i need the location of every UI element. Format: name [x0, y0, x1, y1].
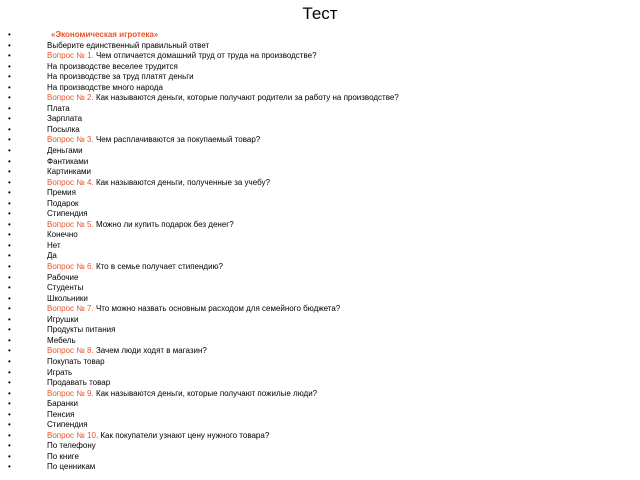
bullet-icon: •: [8, 82, 11, 92]
question-text: Зачем люди ходят в магазин?: [93, 346, 207, 356]
bullet-icon: •: [8, 335, 11, 345]
question-text: Как называются деньги, которые получают родители за работу на производстве?: [93, 93, 399, 103]
line-text: По телефону: [47, 441, 96, 451]
bullet-icon: •: [8, 51, 11, 61]
bullet-icon: •: [8, 124, 11, 134]
answer-line: [8, 273, 628, 284]
line-text: Студенты: [47, 283, 84, 293]
bullet-icon: •: [8, 103, 11, 113]
answer-line: [8, 146, 628, 157]
bullet-icon: •: [8, 156, 11, 166]
bullet-icon: •: [8, 135, 11, 145]
answer-line: [8, 41, 628, 52]
question-number: Вопрос № 1.: [47, 51, 94, 61]
bullet-icon: •: [8, 272, 11, 282]
answer-line: [8, 462, 628, 473]
answer-line: [8, 452, 628, 463]
line-text: Баранки: [47, 399, 78, 409]
question-line: [8, 389, 628, 400]
answer-line: [8, 378, 628, 389]
answer-line: [8, 125, 628, 136]
question-text: Как называются деньги, которые получают пожилые люди?: [93, 388, 318, 398]
bullet-icon: •: [8, 251, 11, 261]
question-text: Как покупатели узнают цену нужного товара?: [98, 430, 270, 440]
line-text: Нет: [47, 240, 61, 250]
question-line: [8, 346, 628, 357]
question-text: Чем расплачиваются за покупаемый товар?: [93, 135, 261, 145]
answer-line: [8, 230, 628, 241]
answer-line: [8, 114, 628, 125]
answer-line: [8, 167, 628, 178]
answer-line: [8, 251, 628, 262]
question-text: Кто в семье получает стипендию?: [93, 262, 223, 272]
line-text: Посылка: [47, 124, 80, 134]
question-number: Вопрос № 7.: [47, 304, 94, 314]
line-text: Игрушки: [47, 314, 79, 324]
question-number: Вопрос № 6.: [47, 262, 94, 272]
bullet-icon: •: [8, 378, 11, 388]
question-number: Вопрос № 3.: [47, 135, 94, 145]
bullet-icon: •: [8, 146, 11, 156]
bullet-icon: •: [8, 230, 11, 240]
question-line: [8, 262, 628, 273]
content-list: [8, 30, 628, 473]
bullet-icon: •: [8, 409, 11, 419]
line-text: Рабочие: [47, 272, 79, 282]
line-text: Картинками: [47, 167, 92, 177]
bullet-icon: •: [8, 40, 11, 50]
question-line: [8, 93, 628, 104]
question-number: Вопрос № 8.: [47, 346, 94, 356]
bullet-icon: •: [8, 93, 11, 103]
bullet-icon: •: [8, 367, 11, 377]
bullet-icon: •: [8, 61, 11, 71]
answer-line: [8, 62, 628, 73]
question-text: Как называются деньги, полученные за учебу?: [93, 177, 270, 187]
answer-line: [8, 420, 628, 431]
line-text: Плата: [47, 103, 70, 113]
question-line: [8, 220, 628, 231]
bullet-icon: •: [8, 388, 11, 398]
answer-line: [8, 410, 628, 421]
bullet-icon: •: [8, 219, 11, 229]
line-text: Продавать товар: [47, 378, 111, 388]
page-title: Тест: [302, 4, 338, 23]
line-text: Стипендия: [47, 420, 88, 430]
question-line: [8, 178, 628, 189]
bullet-icon: •: [8, 399, 11, 409]
bullet-icon: •: [8, 30, 11, 39]
question-number: Вопрос № 9.: [47, 388, 94, 398]
bullet-icon: •: [8, 462, 11, 472]
line-text: Выберите единственный правильный ответ: [47, 40, 210, 50]
answer-line: [8, 241, 628, 252]
bullet-icon: •: [8, 283, 11, 293]
bullet-icon: •: [8, 293, 11, 303]
line-text: «Экономическая игротека»: [51, 30, 159, 39]
question-line: [8, 135, 628, 146]
answer-line: [8, 188, 628, 199]
answer-line: [8, 357, 628, 368]
line-text: На производстве за труд платят деньги: [47, 72, 194, 82]
line-text: Зарплата: [47, 114, 83, 124]
line-text: По ценникам: [47, 462, 96, 472]
answer-line: [8, 72, 628, 83]
line-text: Конечно: [47, 230, 78, 240]
answer-line: [8, 336, 628, 347]
line-text: Премия: [47, 188, 76, 198]
line-text: По книге: [47, 451, 79, 461]
question-number: Вопрос № 4.: [47, 177, 94, 187]
bullet-icon: •: [8, 304, 11, 314]
line-text: Покупать товар: [47, 356, 105, 366]
answer-line: [8, 104, 628, 115]
bullet-icon: •: [8, 441, 11, 451]
bullet-icon: •: [8, 314, 11, 324]
line-text: Играть: [47, 367, 73, 377]
line-text: Пенсия: [47, 409, 75, 419]
bullet-icon: •: [8, 188, 11, 198]
bullet-icon: •: [8, 451, 11, 461]
question-number: Вопрос № 5.: [47, 219, 94, 229]
line-text: Подарок: [47, 198, 79, 208]
bullet-icon: •: [8, 177, 11, 187]
bullet-icon: •: [8, 167, 11, 177]
bullet-icon: •: [8, 262, 11, 272]
question-text: Что можно назвать основным расходом для семейного бюджета?: [93, 304, 341, 314]
bullet-icon: •: [8, 356, 11, 366]
line-text: Стипендия: [47, 209, 88, 219]
line-text: Мебель: [47, 335, 76, 345]
answer-line: [8, 83, 628, 94]
line-text: Продукты питания: [47, 325, 116, 335]
bullet-icon: •: [8, 346, 11, 356]
answer-line: [8, 325, 628, 336]
question-number: Вопрос № 2.: [47, 93, 94, 103]
bullet-icon: •: [8, 325, 11, 335]
answer-line: [8, 283, 628, 294]
answer-line: [8, 199, 628, 210]
question-text: Можно ли купить подарок без денег?: [93, 219, 234, 229]
line-text: Деньгами: [47, 146, 83, 156]
answer-line: [8, 441, 628, 452]
section-heading: [8, 30, 628, 41]
line-text: Фантиками: [47, 156, 89, 166]
bullet-icon: •: [8, 420, 11, 430]
question-line: [8, 431, 628, 442]
question-line: [8, 304, 628, 315]
answer-line: [8, 315, 628, 326]
line-text: Да: [47, 251, 57, 261]
line-text: На производстве веселее трудится: [47, 61, 178, 71]
answer-line: [8, 399, 628, 410]
question-line: [8, 51, 628, 62]
question-text: Чем отличается домашний труд от труда на производстве?: [93, 51, 317, 61]
answer-line: [8, 157, 628, 168]
answer-line: [8, 294, 628, 305]
bullet-icon: •: [8, 114, 11, 124]
bullet-icon: •: [8, 198, 11, 208]
line-text: На производстве много народа: [47, 82, 163, 92]
line-text: Школьники: [47, 293, 88, 303]
bullet-icon: •: [8, 72, 11, 82]
question-number: Вопрос № 10.: [47, 430, 99, 440]
answer-line: [8, 209, 628, 220]
bullet-icon: •: [8, 240, 11, 250]
answer-line: [8, 368, 628, 379]
bullet-icon: •: [8, 430, 11, 440]
bullet-icon: •: [8, 209, 11, 219]
